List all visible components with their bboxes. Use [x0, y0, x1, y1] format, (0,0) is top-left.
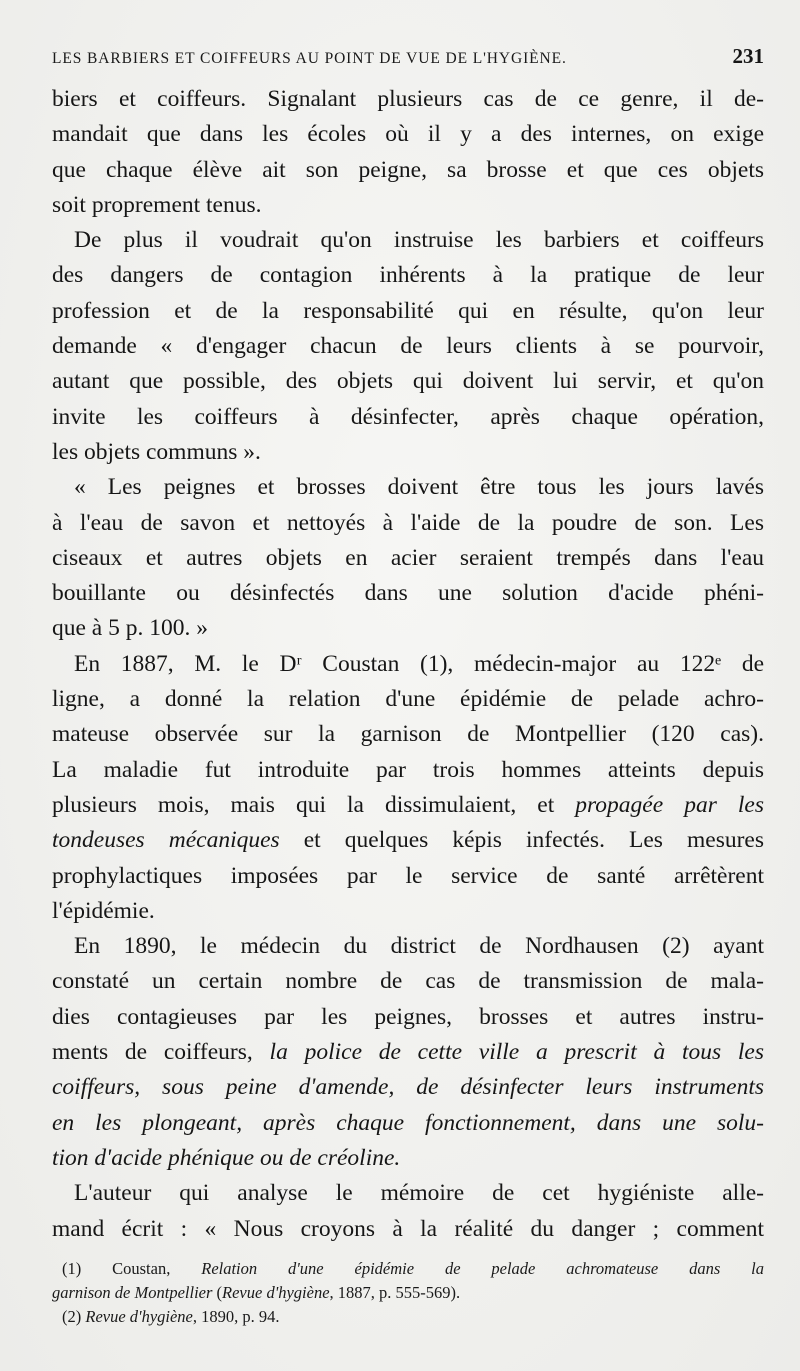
- text-line: De plus il voudrait qu'on instruise les barbiers et coiffeurs: [74, 227, 764, 254]
- text-line: l'épidémie.: [52, 897, 155, 924]
- footnote-number: (2): [62, 1307, 82, 1326]
- text-line: La maladie fut introduite par trois hommes atteints depuis: [52, 756, 764, 783]
- text-line: [52, 788, 764, 823]
- text-line: mateuse observée sur la garnison de Montpellier (120 cas).: [52, 721, 764, 748]
- running-title: LES BARBIERS ET COIFFEURS AU POINT DE VUE DE L'HYGIÈNE.: [52, 50, 567, 67]
- text-run: plusieurs mois, mais qui la dissimulaient, et: [52, 791, 576, 818]
- text-line: à l'eau de savon et nettoyés à l'aide de la poudre de son. Les: [52, 509, 764, 536]
- text-line: ciseaux et autres objets en acier seraient trempés dans l'eau: [52, 544, 764, 571]
- italic-run: en les plongeant, après chaque fonctionnement, dans une solu-: [52, 1109, 764, 1136]
- text-run: ments de coiffeurs,: [52, 1039, 270, 1066]
- text-line: prophylactiques imposées par le service de santé arrêtèrent: [52, 862, 764, 889]
- page-number: 231: [732, 44, 764, 68]
- footnote-italic: Revue d'hygiène: [85, 1307, 193, 1326]
- text-line: mandait que dans les écoles où il y a des internes, on exige: [52, 121, 764, 148]
- text-line: [52, 1141, 764, 1176]
- italic-run: la police de cette ville a prescrit à tous les: [269, 1039, 765, 1066]
- text-line: En 1887, M. le Dʳ Coustan (1), médecin-major au 122ᵉ de: [74, 650, 764, 677]
- page-header: [52, 44, 764, 74]
- text-line: L'auteur qui analyse le mémoire de cet hygiéniste alle-: [74, 1180, 764, 1207]
- text-line: demande « d'engager chacun de leurs clients à se pourvoir,: [52, 333, 764, 360]
- text-run: et quelques képis infectés. Les mesures: [279, 827, 765, 854]
- text-line: [52, 1070, 764, 1105]
- text-line: invite les coiffeurs à désinfecter, après chaque opération,: [52, 403, 764, 430]
- footnote-italic: Revue d'hygiène: [222, 1283, 330, 1302]
- text-line: profession et de la responsabilité qui en résulte, qu'on leur: [52, 297, 764, 324]
- text-line: biers et coiffeurs. Signalant plusieurs cas de ce genre, il de-: [52, 86, 764, 112]
- footnote-text: , 1890, p. 94.: [192, 1307, 280, 1326]
- text-line: les objets communs ».: [52, 438, 261, 465]
- italic-run: coiffeurs, sous peine d'amende, de désinfecter leurs instruments: [52, 1074, 764, 1101]
- italic-run: tion d'acide phénique ou de créoline.: [52, 1144, 401, 1171]
- text-line: dies contagieuses par les peignes, brosses et autres instru-: [52, 1003, 764, 1030]
- italic-run: propagée par les: [575, 791, 765, 818]
- text-line: autant que possible, des objets qui doivent lui servir, et qu'on: [52, 368, 764, 395]
- body-text: [52, 82, 764, 1247]
- text-line: [52, 1035, 764, 1070]
- footnote-number: (1): [62, 1259, 82, 1278]
- footnote-text: Coustan,: [81, 1259, 202, 1278]
- text-line: soit proprement tenus.: [52, 191, 262, 218]
- footnote-1: [52, 1257, 764, 1281]
- text-line: que à 5 p. 100. »: [52, 615, 208, 642]
- text-line: [52, 823, 764, 858]
- text-line: des dangers de contagion inhérents à la pratique de leur: [52, 262, 764, 289]
- footnote-2: [52, 1305, 764, 1329]
- footnote-text: , 1887, p. 555-569).: [329, 1283, 461, 1302]
- text-line: bouillante ou désinfectés dans une solution d'acide phéni-: [52, 580, 764, 607]
- text-line: constaté un certain nombre de cas de transmission de mala-: [52, 968, 764, 995]
- italic-run: tondeuses mécaniques: [52, 827, 280, 854]
- text-line: que chaque élève ait son peigne, sa brosse et que ces objets: [52, 156, 764, 183]
- footnote-text: (: [212, 1283, 223, 1302]
- footnote-italic: garnison de Montpellier: [52, 1283, 213, 1302]
- text-line: mand écrit : « Nous croyons à la réalité du danger ; comment: [52, 1215, 764, 1242]
- text-line: En 1890, le médecin du district de Nordhausen (2) ayant: [74, 933, 764, 960]
- text-line: ligne, a donné la relation d'une épidémie de pelade achro-: [52, 686, 764, 713]
- footnote-1-cont: [52, 1281, 764, 1305]
- text-line: [52, 1106, 764, 1141]
- footnote-italic: Relation d'une épidémie de pelade achromateuse dans la: [201, 1259, 764, 1278]
- footnotes: [52, 1257, 764, 1329]
- text-line: « Les peignes et brosses doivent être tous les jours lavés: [74, 474, 764, 501]
